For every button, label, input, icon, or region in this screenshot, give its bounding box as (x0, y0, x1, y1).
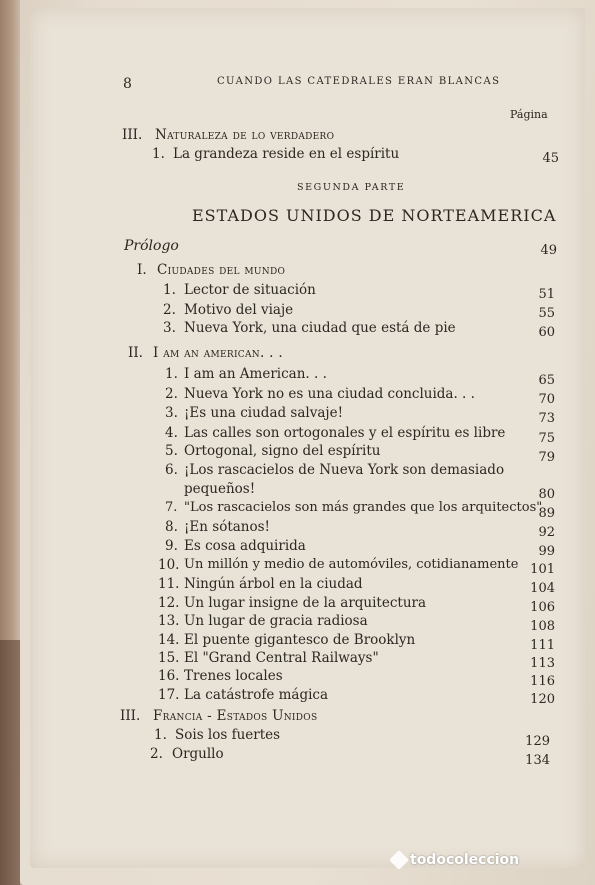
toc-item-page: 65 (538, 373, 555, 388)
book-spine-dark-strip (0, 640, 20, 885)
toc-item-text: Trenes locales (184, 668, 283, 684)
toc-item-page: 60 (538, 325, 555, 340)
toc-item-page: 106 (530, 600, 555, 615)
toc-section-roman: III. (122, 127, 143, 143)
toc-item-text: El puente gigantesco de Brooklyn (184, 632, 416, 648)
part-title: ESTADOS UNIDOS DE NORTEAMERICA (192, 206, 557, 225)
toc-item-text: Es cosa adquirida (184, 538, 306, 554)
toc-item-page: 89 (538, 506, 555, 521)
toc-item-page: 70 (538, 392, 555, 407)
toc-prologo: Prólogo (124, 238, 179, 254)
toc-item-num: 8. (165, 519, 178, 535)
toc-section-roman: I. (137, 262, 147, 278)
toc-item-num: 14. (158, 632, 180, 648)
toc-item-num: 1. (152, 146, 165, 162)
toc-item-num: 2. (163, 302, 176, 318)
toc-section-roman: II. (128, 345, 143, 361)
toc-item-num: 17. (158, 687, 180, 703)
toc-item-page: 73 (538, 411, 555, 426)
toc-item-num: 11. (158, 576, 180, 592)
toc-item-text: Sois los fuertes (175, 727, 281, 743)
toc-item-text: La catástrofe mágica (184, 687, 329, 703)
toc-item-num: 16. (158, 668, 180, 684)
toc-item-num: 7. (165, 500, 178, 515)
toc-item-page: 111 (530, 638, 555, 653)
watermark-text: todocoleccion (410, 852, 520, 868)
toc-item-num: 10. (158, 557, 180, 573)
toc-item-num: 12. (158, 595, 180, 611)
toc-item-num: 4. (165, 425, 178, 441)
toc-item-num: 5. (165, 443, 178, 459)
toc-item-num: 15. (158, 650, 180, 666)
toc-item-num: 1. (163, 282, 176, 298)
toc-item-page: 79 (538, 450, 555, 465)
toc-item-text: Las calles son ortogonales y el espíritu es libre (184, 425, 506, 441)
toc-item-text: La grandeza reside en el espíritu (173, 146, 400, 162)
toc-item-page: 129 (525, 734, 550, 749)
toc-item-num: 3. (165, 405, 178, 421)
toc-item-num: 3. (163, 320, 176, 336)
toc-item-page: 108 (530, 619, 555, 634)
toc-item-text: El "Grand Central Railways" (184, 650, 379, 666)
toc-prologo-page: 49 (540, 243, 557, 258)
toc-item-text: ¡Los rascacielos de Nueva York son demasiado (184, 462, 505, 478)
toc-item-page: 104 (530, 581, 555, 596)
toc-item-text: Un lugar de gracia radiosa (184, 613, 368, 629)
toc-item-page: 51 (538, 287, 555, 302)
toc-item-page: 92 (538, 525, 555, 540)
toc-section-title: I am an american. . . (153, 345, 283, 361)
toc-item-num: 13. (158, 613, 180, 629)
toc-item-text: Orgullo (172, 746, 224, 762)
toc-item-page: 116 (530, 674, 555, 689)
toc-item-text: Un lugar insigne de la arquitectura (184, 595, 427, 611)
toc-item-num: 9. (165, 538, 178, 554)
toc-item-text: Nueva York, una ciudad que está de pie (184, 320, 456, 336)
running-title: CUANDO LAS CATEDRALES ERAN BLANCAS (217, 76, 501, 87)
toc-section-roman: III. (120, 708, 141, 724)
toc-item-page: 101 (530, 562, 555, 577)
toc-item-text: pequeños! (184, 481, 256, 497)
toc-item-text: Ningún árbol en la ciudad (184, 576, 363, 592)
toc-item-text: Lector de situación (184, 282, 316, 298)
toc-item-page: 120 (530, 692, 555, 707)
toc-item-text: Ortogonal, signo del espíritu (184, 443, 381, 459)
toc-item-page: 55 (538, 306, 555, 321)
toc-item-num: 1. (154, 727, 167, 743)
toc-section-title: Ciudades del mundo (157, 262, 286, 278)
toc-item-page: 80 (538, 487, 555, 502)
toc-item-num: 1. (165, 366, 178, 382)
toc-item-page: 113 (530, 656, 555, 671)
toc-item-page: 134 (525, 753, 550, 768)
toc-item-text: Un millón y medio de automóviles, cotidianamente (184, 557, 519, 572)
toc-item-text: ¡En sótanos! (184, 519, 270, 535)
toc-item-text: Motivo del viaje (184, 302, 294, 318)
toc-item-page: 45 (542, 151, 559, 166)
page-number: 8 (123, 76, 132, 92)
toc-item-num: 2. (150, 746, 163, 762)
toc-item-page: 75 (538, 431, 555, 446)
toc-item-text: Nueva York no es una ciudad concluida. . . (184, 386, 475, 402)
toc-item-text: ¡Es una ciudad salvaje! (184, 405, 343, 421)
part-label: SEGUNDA PARTE (297, 182, 406, 193)
toc-item-text: I am an American. . . (184, 366, 327, 382)
toc-item-page: 99 (538, 544, 555, 559)
toc-item-num: 2. (165, 386, 178, 402)
toc-item-num: 6. (165, 462, 178, 478)
toc-item-text: "Los rascacielos son más grandes que los arquitectos" (184, 500, 543, 515)
toc-section-title: Francia - Estados Unidos (153, 708, 318, 724)
toc-section-title: Naturaleza de lo verdadero (155, 127, 335, 143)
pagina-label: Página (510, 108, 548, 121)
